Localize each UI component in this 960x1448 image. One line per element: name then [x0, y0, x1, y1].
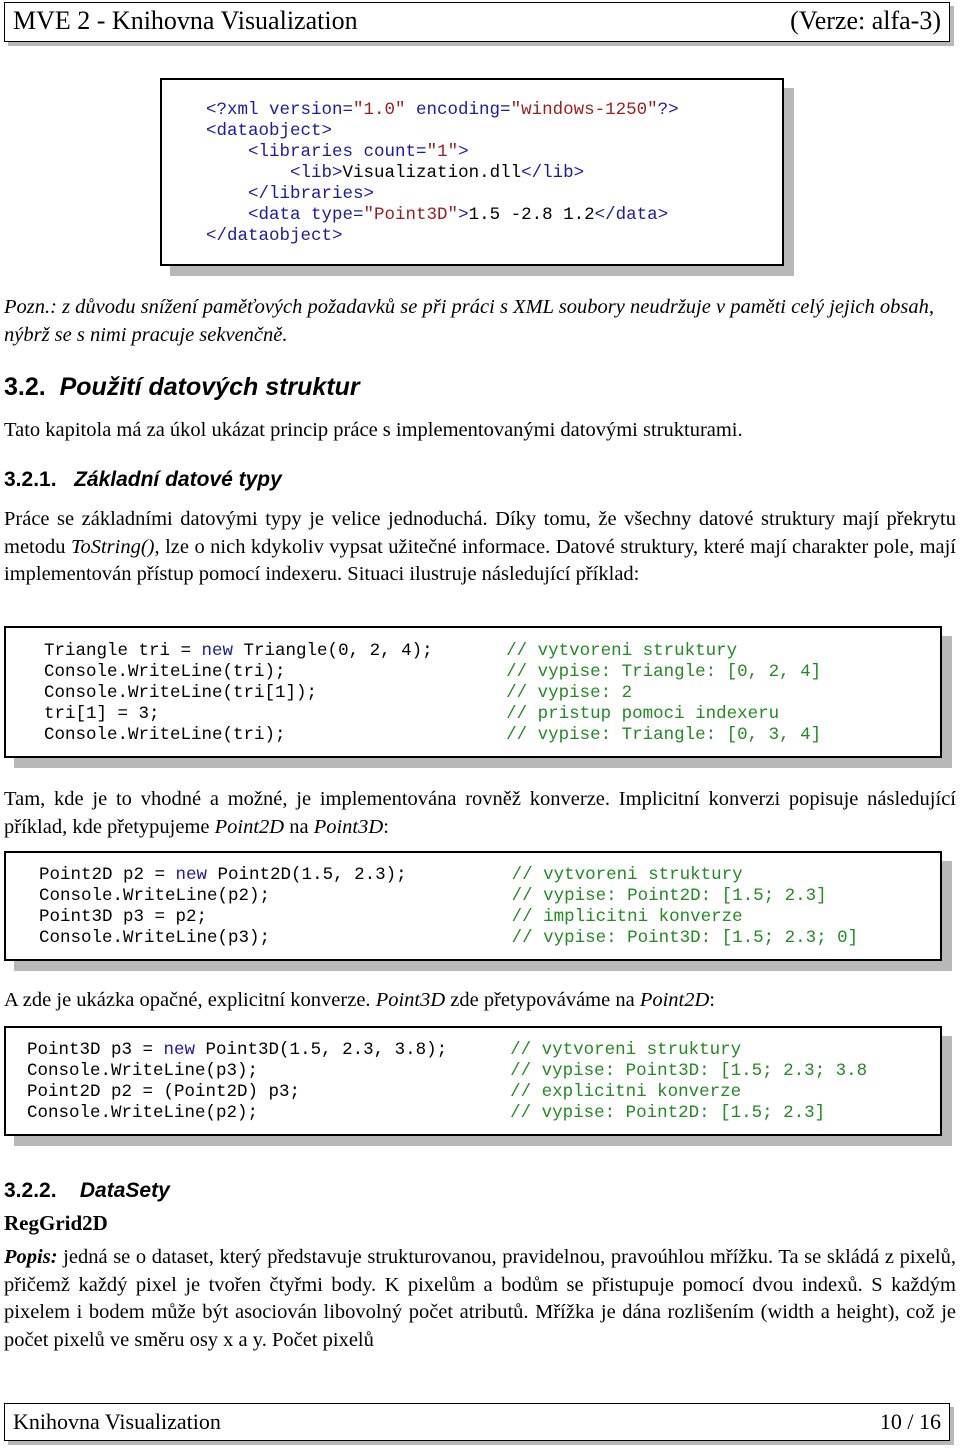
- description-label: Popis:: [4, 1246, 58, 1268]
- header-version: (Verze: alfa-3): [790, 6, 941, 35]
- paragraph-basic-types: [4, 506, 956, 589]
- code-line: [39, 886, 858, 907]
- code-line: [44, 683, 821, 704]
- code-space: [207, 907, 512, 927]
- paragraph-text: :: [709, 989, 715, 1011]
- code-line: [206, 100, 679, 121]
- code-text: Triangle(0, 2, 4);: [233, 641, 433, 661]
- note-text: Pozn.: z důvodu snížení paměťových požadavků se při práci s XML soubory neudržuje v paměti celý jejich obsah, nýbrž se s nimi pracuje sekvenčně.: [4, 296, 934, 346]
- code-tag: <libraries: [248, 142, 354, 162]
- header-title: MVE 2 - Knihovna Visualization: [13, 6, 358, 35]
- code-tag: ?>: [657, 100, 679, 120]
- code-line: [206, 226, 679, 247]
- code-line: [27, 1061, 867, 1082]
- paragraph-text: Práce se základními datovými typy je velice jednoduchá. Díky tomu, že všechny datové struktury mají překrytu metodu: [4, 508, 956, 558]
- code-string: "Point3D": [363, 205, 459, 225]
- paragraph-reggrid-description: [4, 1244, 956, 1354]
- section-heading-3-2-1: [4, 468, 282, 492]
- code-text: Point3D p3 = p2;: [39, 907, 208, 927]
- code-text: Triangle tri =: [44, 641, 202, 661]
- code-text: [206, 205, 248, 225]
- code-text: Visualization.dll: [342, 163, 522, 183]
- footer-title: Knihovna Visualization: [13, 1409, 221, 1434]
- subheading-reggrid2d: [4, 1210, 108, 1238]
- section-number: 3.2.: [4, 373, 46, 401]
- code-string: "windows-1250": [510, 100, 658, 120]
- code-line: [27, 1040, 867, 1061]
- code-line: [206, 142, 679, 163]
- type-name: Point2D: [214, 815, 285, 838]
- code-text: tri[1] = 3;: [44, 704, 160, 724]
- code-line: [27, 1082, 867, 1103]
- section-title: Základní datové typy: [74, 468, 282, 491]
- type-name: Point3D: [375, 989, 446, 1011]
- code-tag: </dataobject: [206, 226, 333, 246]
- code-text: [206, 184, 248, 204]
- xml-code: [206, 100, 679, 247]
- code-space: [258, 1061, 510, 1081]
- code-text: Point2D p2 =: [39, 865, 176, 885]
- code-comment: // vypise: Point2D: [1.5; 2.3]: [511, 886, 827, 906]
- code-text: Console.WriteLine(p3);: [39, 928, 271, 948]
- code-keyword: new: [163, 1040, 196, 1060]
- code-line: [206, 205, 679, 226]
- code-line: [39, 907, 858, 928]
- code-space: [160, 704, 507, 724]
- page-header: [4, 2, 950, 42]
- code-text: Console.WriteLine(p3);: [27, 1061, 259, 1081]
- code-comment: // vypise: Point3D: [1.5; 2.3; 0]: [511, 928, 859, 948]
- code-line: [44, 704, 821, 725]
- paragraph-text: na: [284, 815, 314, 838]
- section-title: Použití datových struktur: [59, 373, 360, 401]
- code-text: version=: [258, 100, 354, 120]
- code-space: [433, 641, 507, 661]
- code-space: [286, 725, 507, 745]
- code-text: Console.WriteLine(tri[1]);: [44, 683, 318, 703]
- code-comment: // vytvoreni struktury: [506, 641, 738, 661]
- code-comment: // vypise: Point2D: [1.5; 2.3]: [510, 1103, 826, 1123]
- code-tag: >: [458, 205, 469, 225]
- code-comment: // vypise: Triangle: [0, 2, 4]: [506, 662, 822, 682]
- paragraph-explicit-conversion: [4, 987, 956, 1015]
- code-text: Console.WriteLine(tri);: [44, 662, 286, 682]
- code-box-explicit: [4, 1026, 942, 1136]
- code-tag: >: [458, 142, 469, 162]
- code-space: [270, 886, 512, 906]
- section-number: 3.2.1.: [4, 468, 57, 491]
- code-text: Point3D(1.5, 2.3, 3.8);: [195, 1040, 448, 1060]
- code-string: "1.0": [353, 100, 406, 120]
- code-comment: // explicitni konverze: [510, 1082, 742, 1102]
- code-tag: >: [657, 205, 669, 225]
- code-text: Console.WriteLine(p2);: [39, 886, 271, 906]
- type-name: Point3D: [313, 815, 384, 838]
- xml-code-box: [160, 78, 784, 266]
- code-line: [44, 662, 821, 683]
- code-text: [206, 142, 248, 162]
- page-number: 10 / 16: [879, 1409, 941, 1434]
- code-text: 1.5 -2.8 1.2: [468, 205, 595, 225]
- type-name: Point2D: [639, 989, 710, 1011]
- code-string: "1": [426, 142, 459, 162]
- code-explicit: [27, 1040, 867, 1124]
- code-tag: >: [363, 184, 375, 204]
- section-heading-3-2: [4, 373, 360, 402]
- code-line: [44, 725, 821, 746]
- code-line: [206, 121, 679, 142]
- code-text: Console.WriteLine(tri);: [44, 725, 286, 745]
- code-comment: // vypise: Triangle: [0, 3, 4]: [506, 725, 822, 745]
- code-comment: // vytvoreni struktury: [511, 865, 743, 885]
- code-tag: <?xml: [206, 100, 259, 120]
- paragraph-text: , lze o nich kdykoliv vypsat užitečné informace. Datové struktury, které mají charakter pole, mají implementován přístup pomocí indexeru. Situaci ilustruje následující příklad:: [4, 535, 957, 585]
- code-box-implicit: [4, 851, 942, 961]
- code-tag: >: [573, 163, 585, 183]
- page-footer: [4, 1403, 950, 1441]
- code-tag: <dataobject: [206, 121, 322, 141]
- paragraph-text: :: [383, 815, 389, 838]
- code-text: Point2D p2 = (Point2D) p3;: [27, 1082, 301, 1102]
- description-text: jedná se o dataset, který představuje strukturovanou, pravidelnou, pravoúhlou mřížku. Ta se skládá z pixelů, přičemž každý pixel je tvořen čtyřmi body. K pixelům a bodům se přistupuje pomocí dvou indexů. S každým pixelem i bodem může být asociován libovolný počet atributů. Mřížka je dána rozlišením (width a height), což je počet pixelů ve směru osy x a y. Počet pixelů: [4, 1246, 956, 1351]
- code-space: [317, 683, 506, 703]
- paragraph-text: zde přetypováváme na: [445, 989, 640, 1011]
- code-text: encoding=: [405, 100, 511, 120]
- code-tag: </lib: [521, 163, 574, 183]
- code-line: [39, 928, 858, 949]
- code-text: [206, 163, 290, 183]
- paragraph-text: A zde je ukázka opačné, explicitní konverze.: [4, 989, 376, 1011]
- code-keyword: new: [201, 641, 234, 661]
- code-comment: // implicitni konverze: [511, 907, 743, 927]
- code-text: type=: [300, 205, 364, 225]
- code-box-triangle: [4, 626, 942, 758]
- section-title: DataSety: [79, 1179, 170, 1202]
- code-space: [300, 1082, 510, 1102]
- section-heading-3-2-2: [4, 1179, 170, 1203]
- code-line: [27, 1103, 867, 1124]
- section-intro-text: Tato kapitola má za úkol ukázat princip práce s implementovanými datovými strukturami.: [4, 419, 743, 441]
- code-tag: <lib: [290, 163, 333, 183]
- code-text: Point3D p3 =: [27, 1040, 164, 1060]
- code-text: count=: [353, 142, 427, 162]
- code-line: [44, 641, 821, 662]
- code-text: Point2D(1.5, 2.3);: [207, 865, 407, 885]
- code-line: [206, 184, 679, 205]
- subheading-text: RegGrid2D: [4, 1211, 108, 1235]
- code-space: [258, 1103, 510, 1123]
- code-comment: // vytvoreni struktury: [510, 1040, 742, 1060]
- code-space: [407, 865, 512, 885]
- code-comment: // vypise: Point3D: [1.5; 2.3; 3.8: [510, 1061, 868, 1081]
- code-space: [270, 928, 512, 948]
- code-space: [447, 1040, 510, 1060]
- section-number: 3.2.2.: [4, 1179, 57, 1202]
- code-triangle: [44, 641, 821, 746]
- code-keyword: new: [175, 865, 208, 885]
- note-paragraph: [4, 294, 956, 349]
- code-implicit: [39, 865, 858, 949]
- code-line: [39, 865, 858, 886]
- code-tag: </libraries: [248, 184, 364, 204]
- code-comment: // pristup pomoci indexeru: [506, 704, 780, 724]
- code-space: [286, 662, 507, 682]
- method-name: ToString(): [70, 535, 155, 558]
- code-text: Console.WriteLine(p2);: [27, 1103, 259, 1123]
- code-tag: </data: [594, 205, 658, 225]
- code-tag: >: [332, 226, 343, 246]
- section-intro: [4, 417, 956, 445]
- code-tag: >: [332, 163, 343, 183]
- code-tag: >: [321, 121, 333, 141]
- code-line: [206, 163, 679, 184]
- code-comment: // vypise: 2: [506, 683, 633, 703]
- paragraph-implicit-conversion: [4, 786, 956, 841]
- paragraph-text: Tam, kde je to vhodné a možné, je implementována rovněž konverze. Implicitní konverzi popisuje následující příklad, kde přetypujeme: [4, 788, 956, 838]
- code-tag: <data: [248, 205, 301, 225]
